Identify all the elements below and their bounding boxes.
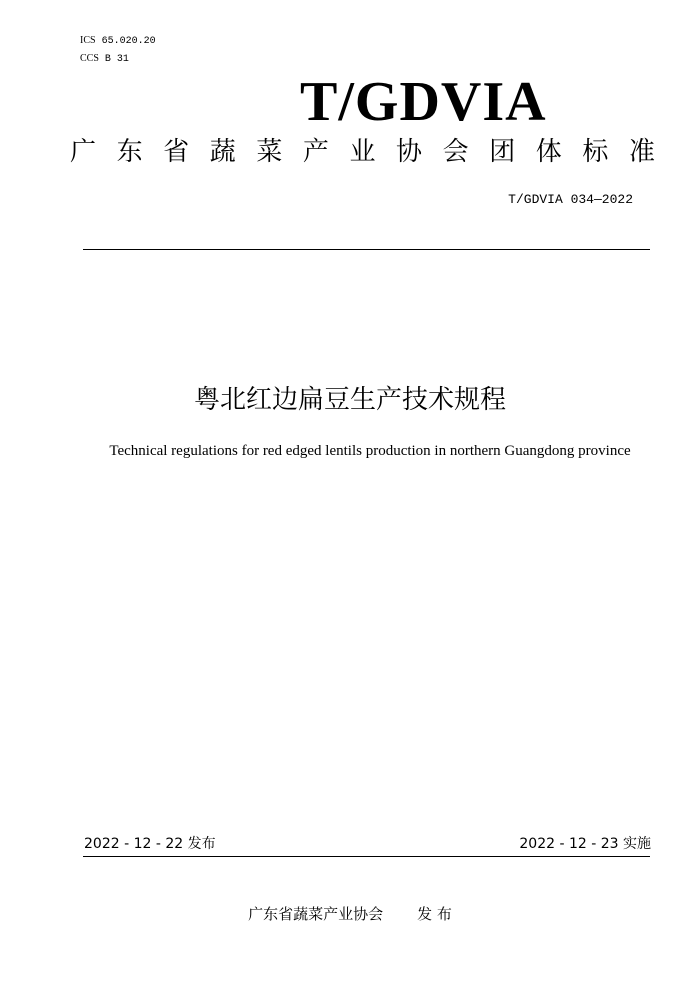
publisher-organization: 广东省蔬菜产业协会 xyxy=(248,905,384,923)
ccs-classification xyxy=(80,53,129,66)
document-title-english: Technical regulations for red edged lentils production in northern Guangdong province xyxy=(109,443,631,459)
org-title-char: 业 xyxy=(349,137,376,167)
org-title-char: 蔬 xyxy=(209,137,236,167)
ccs-label: CCS xyxy=(80,53,99,64)
org-title-char: 会 xyxy=(442,137,469,167)
org-title-char: 标 xyxy=(582,137,609,167)
org-title-char: 东 xyxy=(116,137,143,167)
standard-logo: T/GDVIA xyxy=(300,71,547,133)
org-title-char: 产 xyxy=(302,137,329,167)
ics-classification xyxy=(80,35,156,48)
ccs-code: B 31 xyxy=(104,54,129,65)
publisher-line xyxy=(0,903,700,925)
top-divider xyxy=(83,249,650,250)
org-title-char: 菜 xyxy=(256,137,283,167)
publisher-action: 发 布 xyxy=(417,905,452,923)
org-title-char: 广 xyxy=(70,137,97,167)
organization-standard-title xyxy=(70,134,655,170)
org-title-char: 准 xyxy=(628,137,655,167)
org-title-char: 体 xyxy=(535,137,562,167)
standard-number: T/GDVIA 034—2022 xyxy=(508,192,633,207)
implementation-date: 2022 - 12 - 23 实施 xyxy=(519,836,651,852)
issue-date: 2022 - 12 - 22 发布 xyxy=(84,836,216,852)
ics-label: ICS xyxy=(80,35,96,46)
bottom-divider xyxy=(83,856,650,857)
ics-code: 65.020.20 xyxy=(101,36,156,47)
document-title-chinese: 粤北红边扁豆生产技术规程 xyxy=(193,385,506,415)
org-title-char: 协 xyxy=(396,137,423,167)
org-title-char: 团 xyxy=(489,137,516,167)
org-title-char: 省 xyxy=(163,137,190,167)
